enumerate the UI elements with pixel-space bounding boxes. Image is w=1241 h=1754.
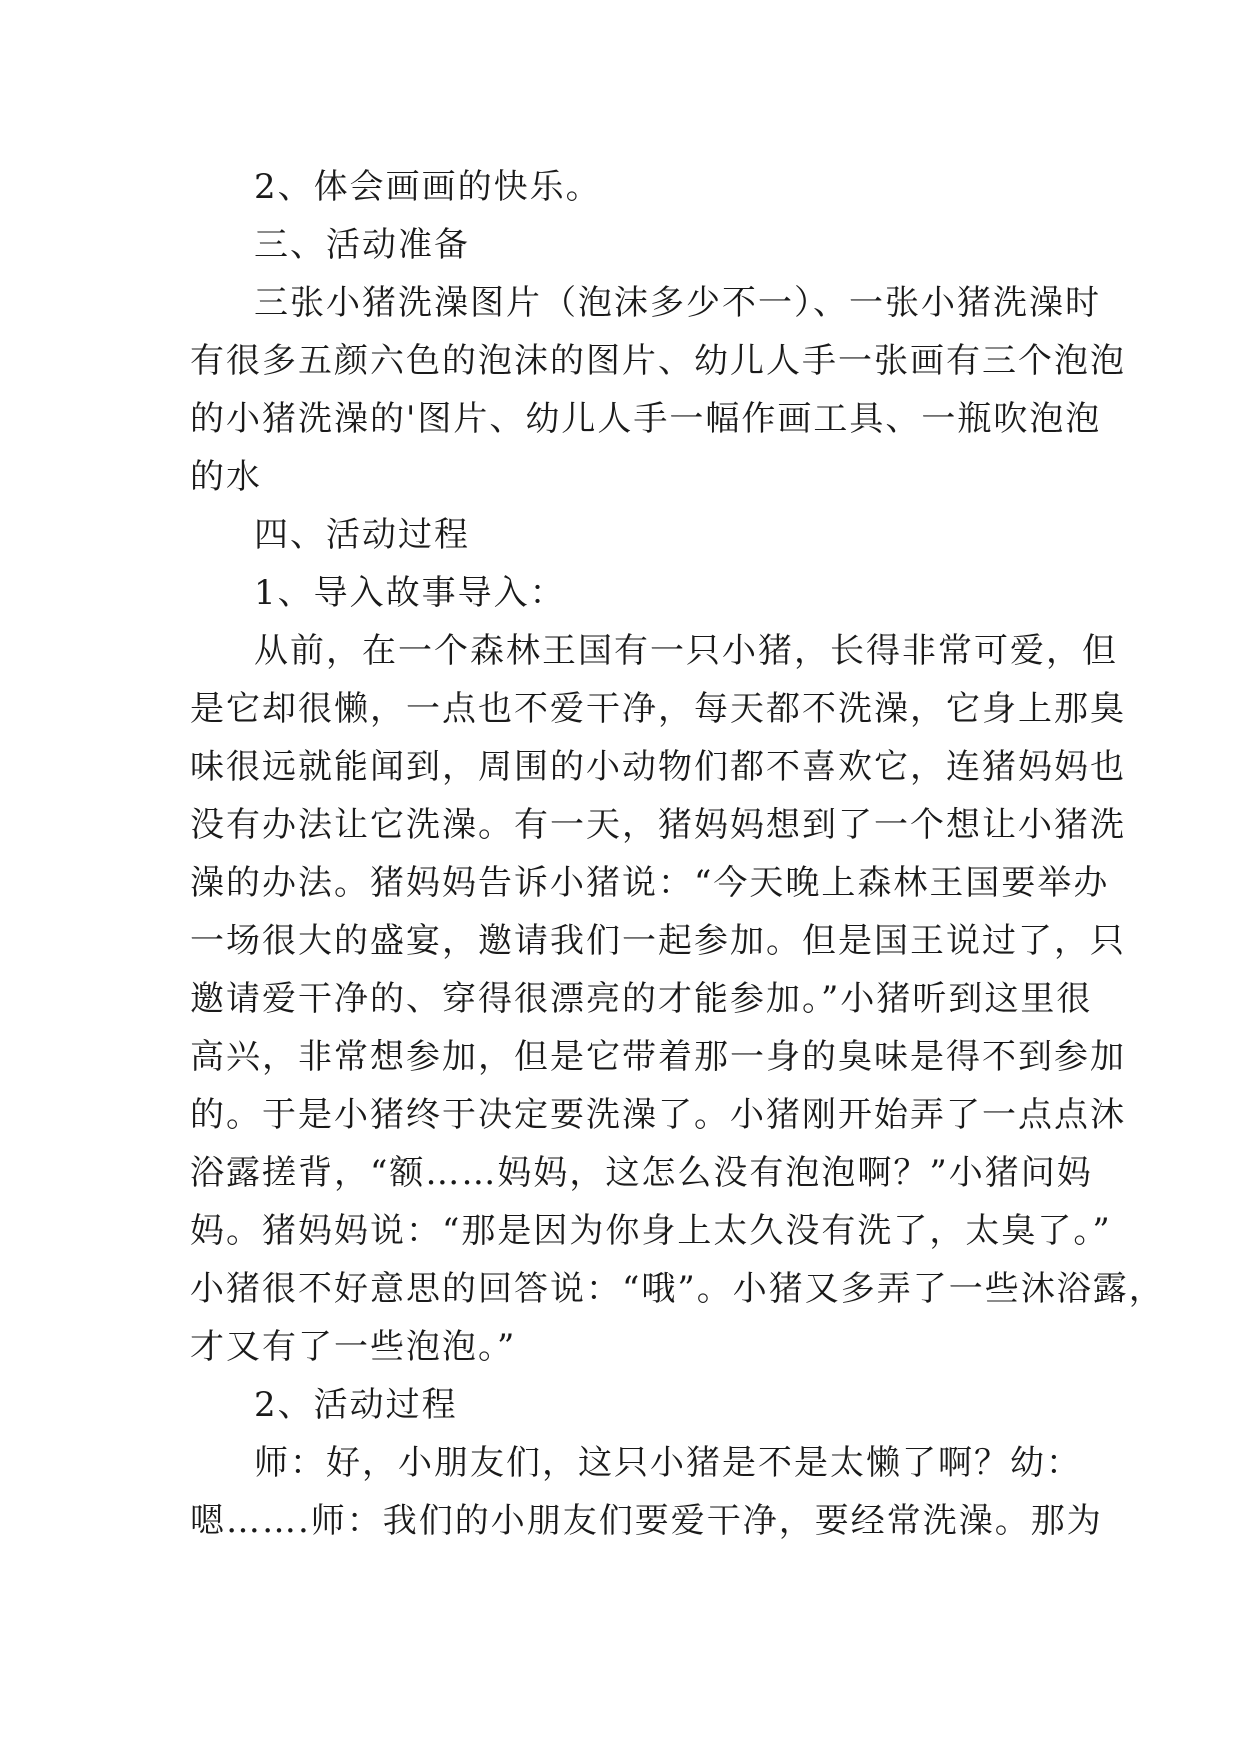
subsection-heading: 1、导入故事导入： <box>254 573 566 613</box>
text-line: 嗯…….师：我们的小朋友们要爱干净，要经常洗澡。那为 <box>190 1501 1103 1541</box>
text-line: 的水 <box>190 457 262 497</box>
text-line: 一场很大的盛宴，邀请我们一起参加。但是国王说过了，只 <box>190 921 1126 961</box>
text-line: 2、体会画画的快乐。 <box>254 167 602 207</box>
text-line: 从前，在一个森林王国有一只小猪，长得非常可爱，但 <box>254 631 1118 671</box>
text-line: 三张小猪洗澡图片（泡沫多少不一）、一张小猪洗澡时 <box>254 283 1101 323</box>
text-line: 师：好，小朋友们，这只小猪是不是太懒了啊？幼： <box>254 1443 1082 1483</box>
text-line: 澡的办法。猪妈妈告诉小猪说：“今天晚上森林王国要举办 <box>190 863 1110 903</box>
text-line: 没有办法让它洗澡。有一天，猪妈妈想到了一个想让小猪洗 <box>190 805 1126 845</box>
subsection-heading: 2、活动过程 <box>254 1385 458 1425</box>
section-heading: 四、活动过程 <box>254 515 470 555</box>
text-line: 味很远就能闻到，周围的小动物们都不喜欢它，连猪妈妈也 <box>190 747 1126 787</box>
document-body <box>190 158 1165 1550</box>
text-line: 的小猪洗澡的'图片、幼儿人手一幅作画工具、一瓶吹泡泡 <box>190 399 1102 439</box>
text-line: 邀请爱干净的、穿得很漂亮的才能参加。”小猪听到这里很 <box>190 979 1093 1019</box>
text-line: 是它却很懒，一点也不爱干净，每天都不洗澡，它身上那臭 <box>190 689 1126 729</box>
section-heading: 三、活动准备 <box>254 225 470 265</box>
text-line: 小猪很不好意思的回答说：“哦”。小猪又多弄了一些沐浴露， <box>190 1269 1165 1309</box>
text-line: 有很多五颜六色的泡沫的图片、幼儿人手一张画有三个泡泡 <box>190 341 1126 381</box>
text-line: 才又有了一些泡泡。” <box>190 1327 517 1367</box>
text-line: 妈。猪妈妈说：“那是因为你身上太久没有洗了，太臭了。” <box>190 1211 1112 1251</box>
text-line: 浴露搓背，“额……妈妈，这怎么没有泡泡啊？”小猪问妈 <box>190 1153 1093 1193</box>
text-line: 高兴，非常想参加，但是它带着那一身的臭味是得不到参加 <box>190 1037 1126 1077</box>
text-line: 的。于是小猪终于决定要洗澡了。小猪刚开始弄了一点点沐 <box>190 1095 1126 1135</box>
